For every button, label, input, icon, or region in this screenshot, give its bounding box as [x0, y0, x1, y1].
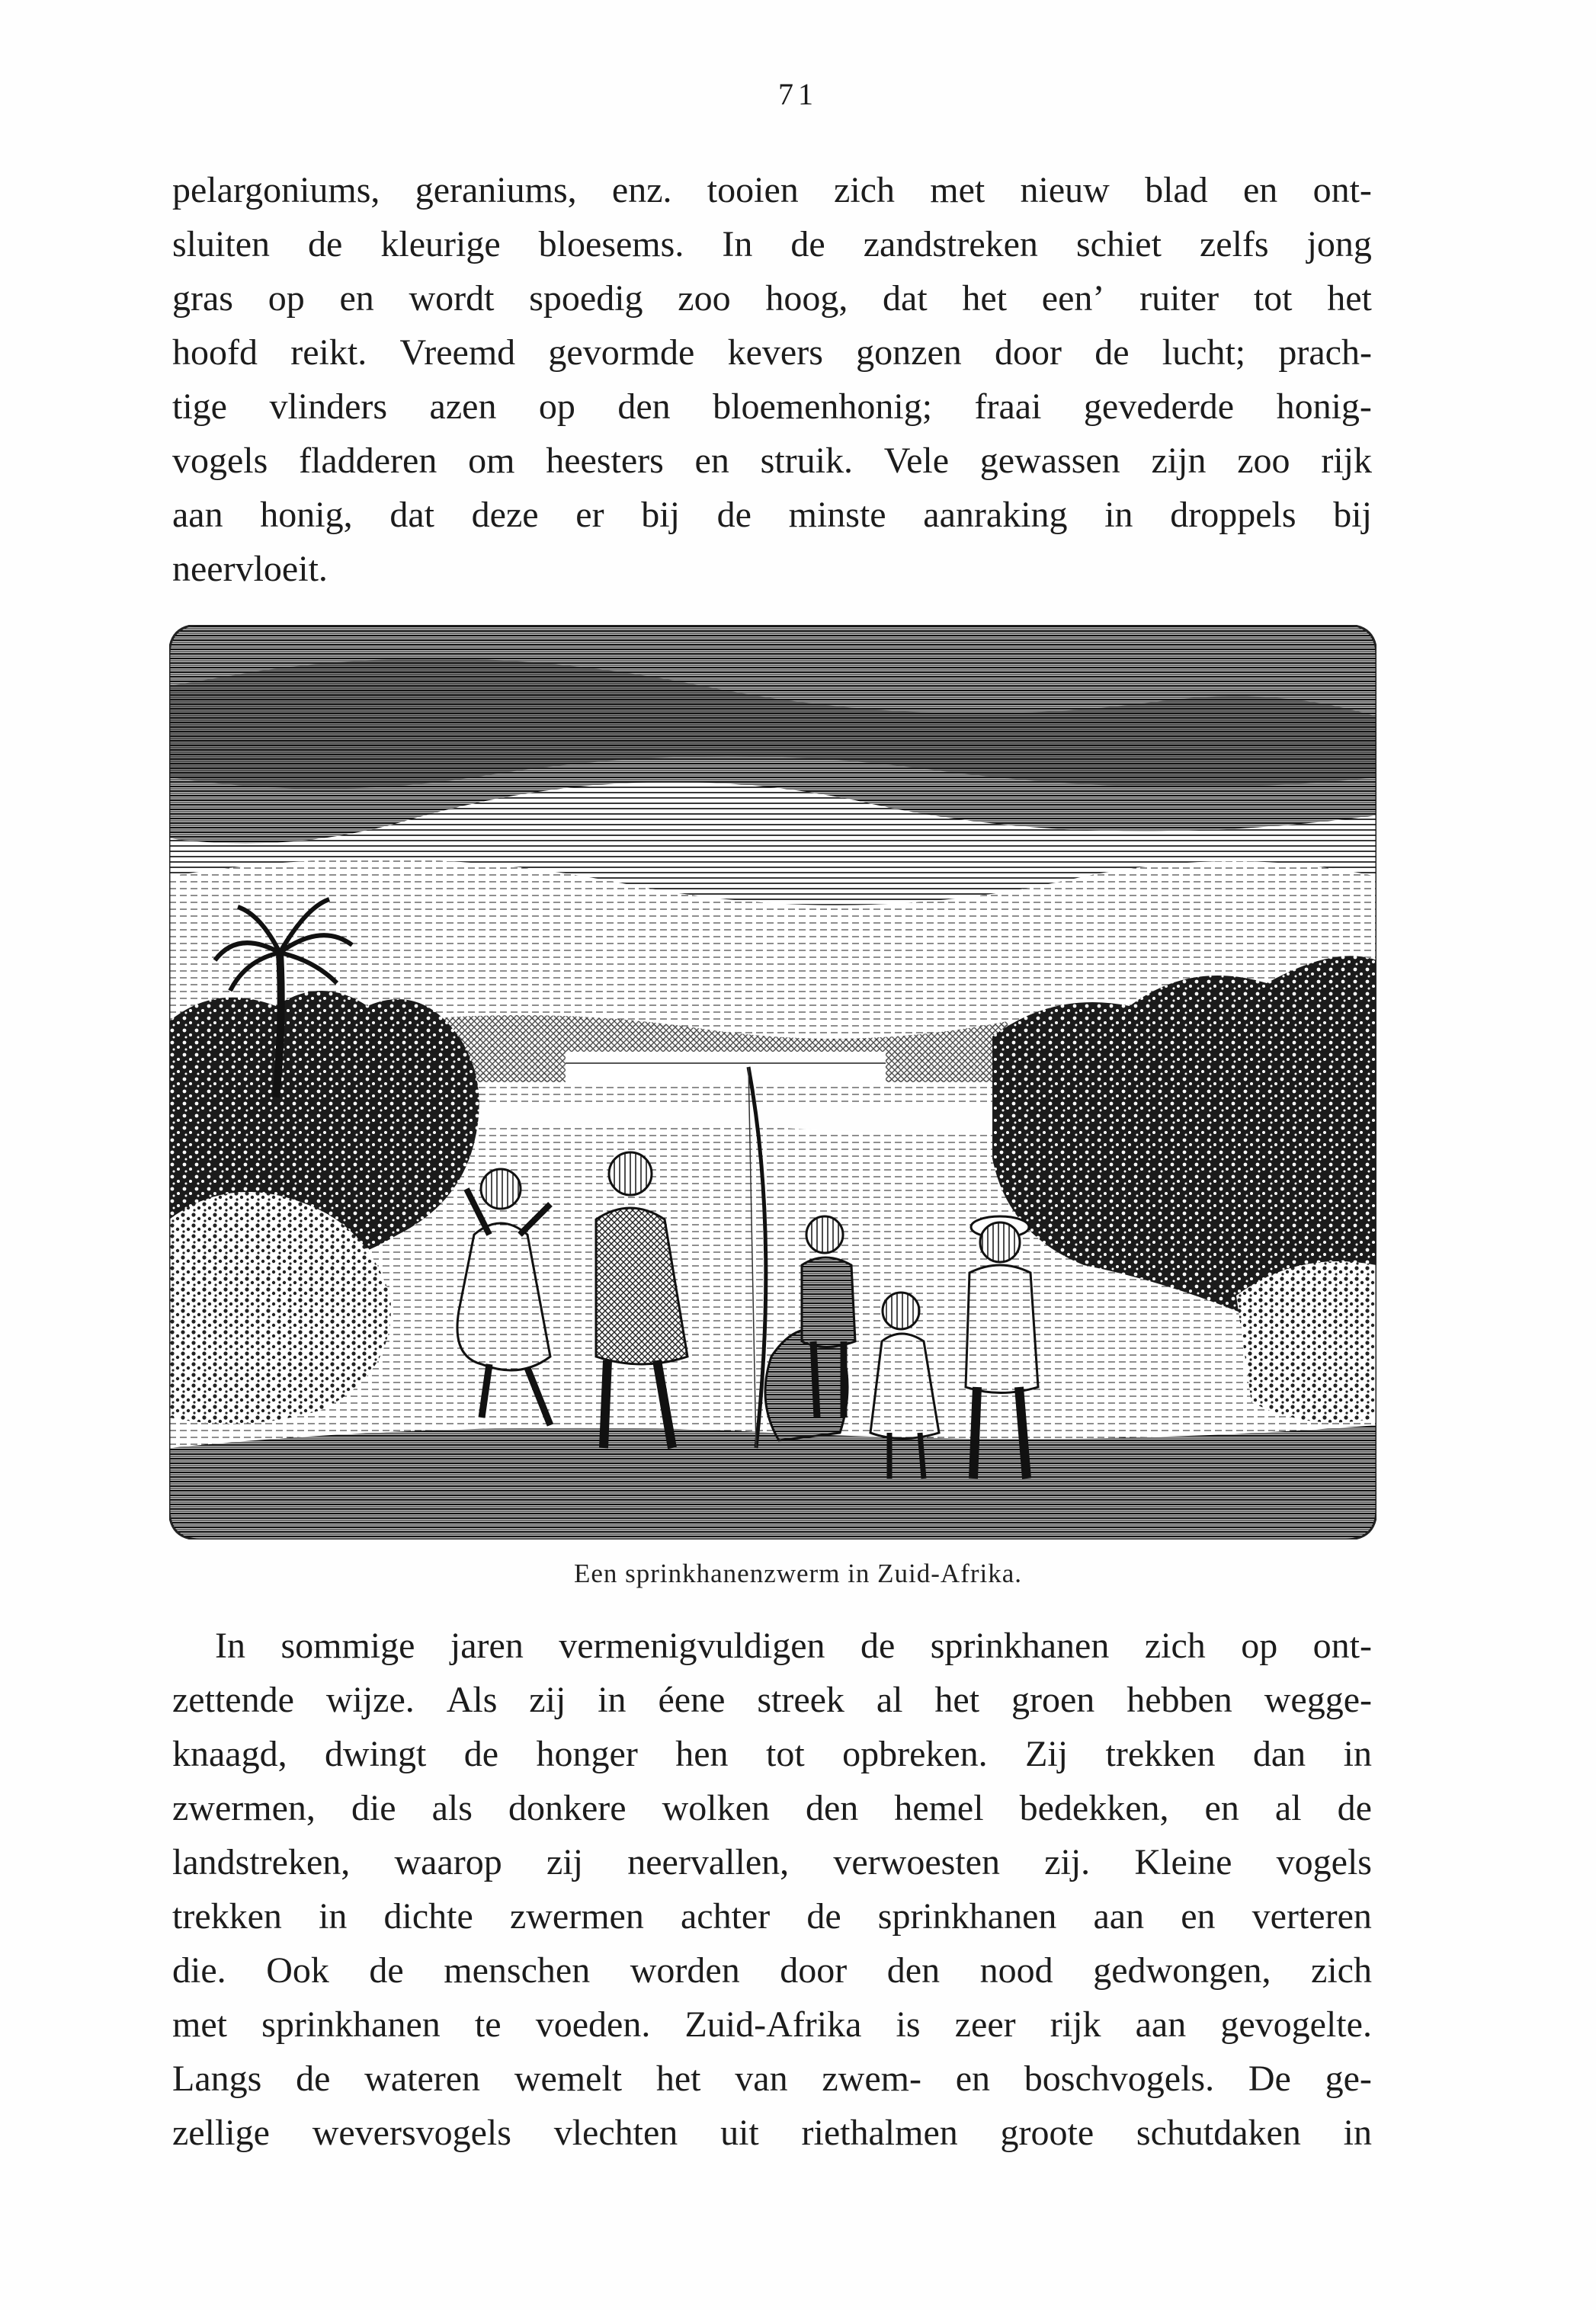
text-line: sluiten de kleurige bloesems. In de zandstreken schiet zelfs jong: [172, 224, 1372, 264]
text-line: Langs de wateren wemelt het van zwem- en boschvogels. De ge-: [172, 2058, 1372, 2099]
text-line: zettende wijze. Als zij in éene streek al het groen hebben wegge-: [172, 1680, 1372, 1720]
paragraph-1: [172, 163, 1372, 596]
page-number: 71: [778, 77, 818, 111]
text-line: In sommige jaren vermenigvuldigen de sprinkhanen zich op ont-: [215, 1626, 1372, 1666]
text-line: pelargoniums, geraniums, enz. tooien zich met nieuw blad en ont-: [172, 170, 1372, 210]
engraving-locust-swarm: [169, 625, 1376, 1539]
text-line: die. Ook de menschen worden door den nood gedwongen, zich: [172, 1950, 1372, 1991]
engraving-scene: [169, 625, 1376, 1539]
text-line: aan honig, dat deze er bij de minste aanraking in droppels bij: [172, 495, 1372, 535]
text-line: vogels fladderen om heesters en struik. Vele gewassen zijn zoo rijk: [172, 441, 1372, 481]
illustration-caption: Een sprinkhanenzwerm in Zuid-Afrika.: [573, 1559, 1023, 1588]
text-line: gras op en wordt spoedig zoo hoog, dat het een’ ruiter tot het: [172, 278, 1372, 319]
text-line: trekken in dichte zwermen achter de sprinkhanen aan en verteren: [172, 1896, 1372, 1937]
text-line: zellige weversvogels vlechten uit riethalmen groote schutdaken in: [172, 2113, 1372, 2153]
text-line: zwermen, die als donkere wolken den hemel bedekken, en al de: [172, 1788, 1372, 1828]
text-line: landstreken, waarop zij neervallen, verwoesten zij. Kleine vogels: [172, 1842, 1372, 1882]
text-line: knaagd, dwingt de honger hen tot opbreken. Zij trekken dan in: [172, 1734, 1372, 1774]
text-line: met sprinkhanen te voeden. Zuid-Afrika is zeer rijk aan gevogelte.: [172, 2004, 1372, 2045]
paragraph-2: [172, 1619, 1372, 2160]
text-line: neervloeit.: [172, 549, 328, 589]
text-line: tige vlinders azen op den bloemenhonig; fraai gevederde honig-: [172, 386, 1372, 427]
text-line: hoofd reikt. Vreemd gevormde kevers gonzen door de lucht; prach-: [172, 332, 1372, 373]
